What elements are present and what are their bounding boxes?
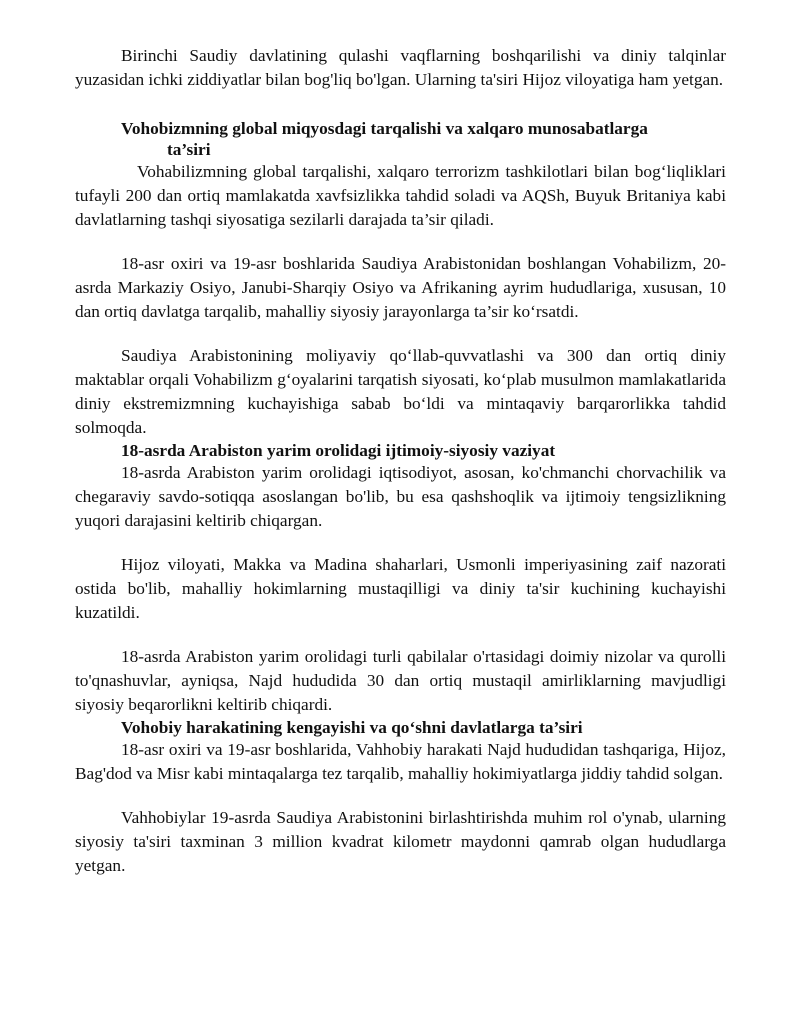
paragraph-18th-century-origin: 18-asr oxiri va 19-asr boshlarida Saudiya Arabistonidan boshlangan Vohabilizm, 20-asrda Markaziy Osiyo, Janubi-Sharqiy Osiyo va Afrikaning ayrim hududlariga, xususan, 10 dan ortiq davlatga tarqalib, mahalliy siyosiy jarayonlarga ta’sir ko‘rsatdi. [75,254,726,321]
heading-wahhabi-expansion: Vohobiy harakatining kengayishi va qo‘shni davlatlarga ta’siri [121,718,583,737]
heading-global-spread [75,118,726,160]
paragraph-first-saudi-state-collapse: Birinchi Saudiy davlatining qulashi vaqflarning boshqarilishi va diniy talqinlar yuzasidan ichki ziddiyatlar bilan bog'liq bo'lgan. Ularning ta'siri Hijoz viloyatiga ham yetgan. [75,46,726,89]
paragraph-financial-support: Saudiya Arabistonining moliyaviy qo‘llab-quvvatlashi va 300 dan ortiq diniy maktablar orqali Vohabilizm g‘oyalarini tarqatish siyosati, ko‘plab musulmon mamlakatlarida diniy ekstremizmning kuchayishiga sabab bo‘ldi va mintaqaviy barqarorlikka tahdid solmoqda. [75,346,726,437]
paragraph-global-spread: Vohabilizmning global tarqalishi, xalqaro terrorizm tashkilotlari bilan bog‘liqliklari tufayli 200 dan ortiq mamlakatda xavfsizlikka tahdid soladi va AQSh, Buyuk Britaniya kabi davlatlarning tashqi siyosatiga sezilarli darajada ta’sir qiladi. [75,162,726,229]
heading-global-spread-line1: Vohobizmning global miqyosdagi tarqalishi va xalqaro munosabatlarga [121,119,648,138]
heading-global-spread-line2: ta’siri [167,140,211,159]
paragraph-unification: Vahhobiylar 19-asrda Saudiya Arabistonini birlashtirishda muhim rol o'ynab, ularning siyosiy ta'siri taxminan 3 million kvadrat kilometr maydonni qamrab olgan hududlarga yetgan. [75,808,726,875]
paragraph-tribal-conflicts: 18-asrda Arabiston yarim orolidagi turli qabilalar o'rtasidagi doimiy nizolar va qurolli to'qnashuvlar, ayniqsa, Najd hududida 30 dan ortiq mustaqil amirliklarning mavjudligi siyosiy beqarorlikni keltirib chiqardi. [75,647,726,714]
paragraph-wahhabi-spread: 18-asr oxiri va 19-asr boshlarida, Vahhobiy harakati Najd hududidan tashqariga, Hijoz, Bag'dod va Misr kabi mintaqalarga tez tarqalib, mahalliy hokimiyatlarga jiddiy tahdid solgan. [75,740,726,783]
heading-socio-political-situation: 18-asrda Arabiston yarim orolidagi ijtimoiy-siyosiy vaziyat [121,441,556,460]
paragraph-economy: 18-asrda Arabiston yarim orolidagi iqtisodiyot, asosan, ko'chmanchi chorvachilik va chegaraviy savdo-sotiqqa asoslangan bo'lib, bu esa qashshoqlik va ijtimoiy tengsizlikning yuqori darajasini keltirib chiqargan. [75,463,726,530]
document-page [75,44,726,878]
paragraph-hijaz: Hijoz viloyati, Makka va Madina shaharlari, Usmonli imperiyasining zaif nazorati ostida bo'lib, mahalliy hokimlarning mustaqilligi va diniy ta'sir kuchining kuchayishi kuzatildi. [75,555,726,622]
